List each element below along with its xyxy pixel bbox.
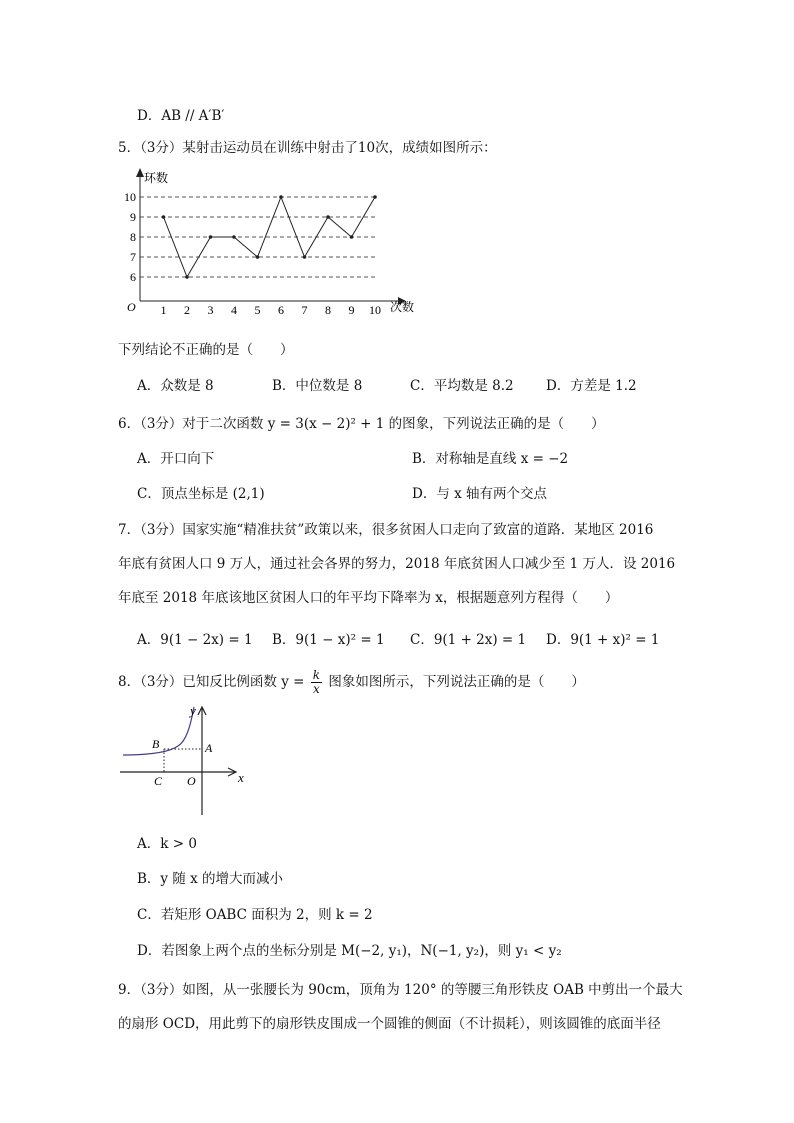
q7-option-a: A．9(1 − 2x) = 1 — [137, 632, 253, 648]
q7-option-d: D．9(1 + x)² = 1 — [546, 632, 660, 648]
q6-option-c: C．顶点坐标是 (2,1) — [137, 486, 265, 502]
chart-data-point — [373, 195, 377, 199]
q7-option-b: B．9(1 − x)² = 1 — [272, 632, 385, 648]
fig-label-c: C — [154, 774, 163, 788]
chart-grid — [140, 197, 378, 277]
chart-y-tick-label: 7 — [130, 250, 136, 264]
chart-x-tick-label: 3 — [207, 303, 214, 317]
chart-y-tick-label: 10 — [124, 190, 136, 204]
fig-label-a: A — [205, 741, 213, 755]
q8-hyperbola-figure — [118, 703, 253, 818]
chart-y-tick-label: 6 — [130, 270, 136, 284]
q6-option-a: A．开口向下 — [137, 451, 215, 467]
fig-label-o: O — [187, 774, 196, 788]
q8-stem-b: 图象如图所示，下列说法正确的是（ ） — [328, 674, 585, 690]
q5-line-chart — [118, 165, 418, 320]
q6-option-d: D．与 x 轴有两个交点 — [412, 486, 548, 502]
chart-data-point — [162, 215, 166, 219]
chart-data-point — [209, 235, 213, 239]
q8-frac-num: k — [312, 668, 321, 682]
chart-data-point — [256, 255, 260, 259]
q5-prompt: 下列结论不正确的是（ ） — [118, 342, 294, 358]
q8-option-b: B．y 随 x 的增大而减小 — [137, 871, 284, 887]
chart-y-label: 环数 — [144, 171, 169, 185]
q8-option-d: D．若图象上两个点的坐标分别是 M(−2, y₁)，N(−1, y₂)，则 y₁ < y₂ — [137, 943, 562, 959]
chart-x-tick-label: 10 — [369, 303, 381, 317]
chart-data-point — [232, 235, 236, 239]
q7-line-3: 年底至 2018 年底该地区贫困人口的年平均下降率为 x，根据题意列方程得（ ） — [118, 590, 619, 606]
q8-stem — [118, 669, 585, 696]
q5-option-a: A．众数是 8 — [137, 378, 214, 394]
chart-x-tick-label: 7 — [301, 303, 308, 317]
q7-line-1: 7．（3分）国家实施“精准扶贫”政策以来，很多贫困人口走向了致富的道路．某地区 2016 — [118, 522, 654, 538]
q8-frac-den: x — [313, 682, 320, 696]
q8-stem-a: 8．（3分）已知反比例函数 y = — [118, 674, 305, 690]
chart-x-tick-label: 4 — [231, 303, 237, 317]
q5-option-d: D．方差是 1.2 — [546, 378, 637, 394]
fig-label-x: x — [238, 770, 244, 785]
chart-x-tick-label: 2 — [184, 303, 190, 317]
q5-stem: 5．（3分）某射击运动员在训练中射击了10次，成绩如图所示： — [118, 140, 497, 156]
fig-label-y: y — [190, 703, 196, 718]
q7-option-c: C．9(1 + 2x) = 1 — [410, 632, 527, 648]
q9-line-1: 9．（3分）如图，从一张腰长为 90cm，顶角为 120° 的等腰三角形铁皮 OAB 中剪出一个最大 — [118, 982, 683, 998]
q8-option-a: A．k > 0 — [137, 836, 197, 852]
q9-line-2: 的扇形 OCD，用此剪下的扇形铁皮围成一个圆锥的侧面（不计损耗），则该圆锥的底面半径 — [118, 1016, 661, 1032]
chart-y-tick-label: 8 — [130, 230, 136, 244]
chart-data-point — [326, 215, 330, 219]
q7-line-2: 年底有贫困人口 9 万人，通过社会各界的努力，2018 年底贫困人口减少至 1 万人．设 2016 — [118, 556, 676, 572]
chart-data-point — [350, 235, 354, 239]
q4-option-d: D．AB // A′B′ — [137, 108, 225, 124]
fig-label-b: B — [152, 737, 160, 751]
chart-x-tick-label: 1 — [160, 303, 167, 317]
chart-x-tick-label: 6 — [278, 303, 284, 317]
q8-option-c: C．若矩形 OABC 面积为 2，则 k = 2 — [137, 907, 373, 923]
chart-y-arrow — [136, 168, 144, 177]
chart-x-tick-label: 5 — [254, 303, 261, 317]
chart-x-tick-label: 8 — [325, 303, 331, 317]
q6-option-b: B．对称轴是直线 x = −2 — [412, 451, 569, 467]
chart-data-point — [303, 255, 307, 259]
q5-option-c: C．平均数是 8.2 — [410, 378, 514, 394]
chart-data-point — [279, 195, 283, 199]
chart-x-tick-label: 9 — [348, 303, 355, 317]
q5-option-b: B．中位数是 8 — [272, 378, 363, 394]
chart-data-point — [185, 275, 189, 279]
chart-x-label: 次数 — [390, 300, 415, 314]
q8-fraction — [311, 669, 322, 696]
chart-origin-label: O — [127, 300, 136, 314]
chart-y-tick-label: 9 — [130, 210, 136, 224]
q6-stem: 6．（3分）对于二次函数 y = 3(x − 2)² + 1 的图象，下列说法正确的是（ ） — [118, 416, 605, 432]
